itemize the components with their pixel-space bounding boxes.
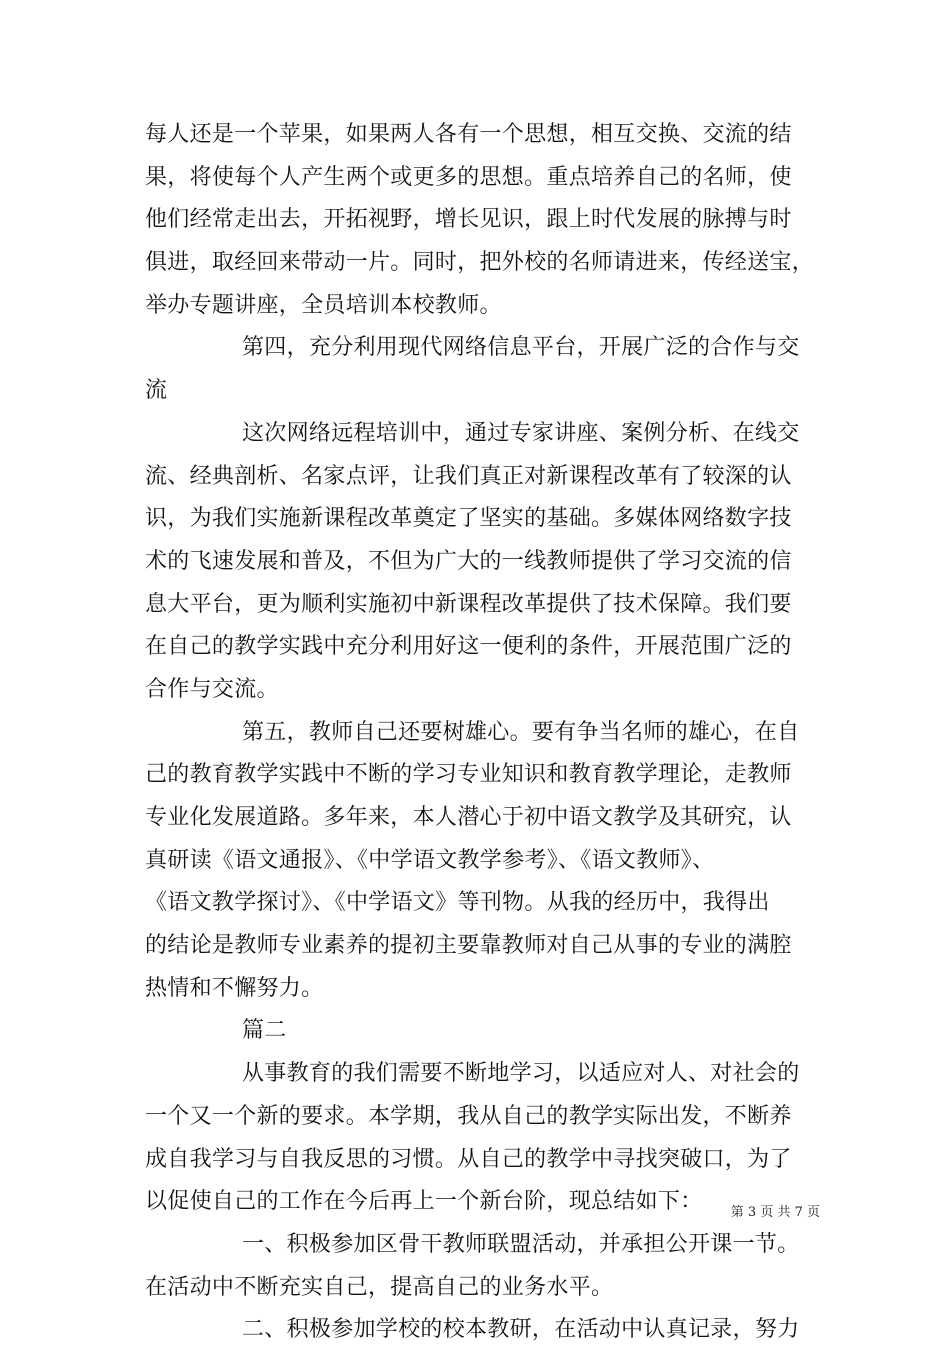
text-line: 俱进，取经回来带动一片。同时，把外校的名师请进来，传经送宝， xyxy=(145,250,815,276)
text-line: 流 xyxy=(145,378,168,404)
text-line: 一个又一个新的要求。本学期，我从自己的教学实际出发，不断养 xyxy=(145,1103,792,1129)
text-line: 流、经典剖析、名家点评，让我们真正对新课程改革有了较深的认 xyxy=(145,463,792,489)
text-line: 的结论是教师专业素养的提初主要靠教师对自己从事的专业的满腔 xyxy=(145,933,792,959)
text-line: 他们经常走出去，开拓视野，增长见识，跟上时代发展的脉搏与时 xyxy=(145,207,792,233)
text-line: 在活动中不断充实自己，提高自己的业务水平。 xyxy=(145,1274,614,1300)
text-line: 《语文教学探讨》、《中学语文》等刊物。从我的经历中，我得出 xyxy=(145,890,770,916)
text-line: 在自己的教学实践中充分利用好这一便利的条件，开展范围广泛的 xyxy=(145,634,792,660)
text-line: 举办专题讲座，全员培训本校教师。 xyxy=(145,292,502,318)
text-line: 热情和不懈努力。 xyxy=(145,975,324,1001)
text-line: 术的飞速发展和普及，不但为广大的一线教师提供了学习交流的信 xyxy=(145,548,792,574)
text-line: 果，将使每个人产生两个或更多的思想。重点培养自己的名师，使 xyxy=(145,164,792,190)
text-line: 合作与交流。 xyxy=(145,676,279,702)
text-line: 识，为我们实施新课程改革奠定了坚实的基础。多媒体网络数字技 xyxy=(145,506,792,532)
page-footer: 第 3 页 共 7 页 xyxy=(730,1205,820,1220)
text-line: 己的教育教学实践中不断的学习专业知识和教育教学理论，走教师 xyxy=(145,762,792,788)
text-line: 专业化发展道路。多年来，本人潜心于初中语文教学及其研究，认 xyxy=(145,805,792,830)
text-line: 息大平台，更为顺利实施初中新课程改革提供了技术保障。我们要 xyxy=(145,591,792,617)
part-heading: 篇二 xyxy=(242,1018,287,1044)
paragraph-start-line: 这次网络远程培训中，通过专家讲座、案例分析、在线交 xyxy=(242,420,800,446)
text-line: 以促使自己的工作在今后再上一个新台阶，现总结如下： xyxy=(145,1189,703,1215)
section-heading-line: 第五，教师自己还要树雄心。要有争当名师的雄心，在自 xyxy=(242,719,800,745)
text-line: 成自我学习与自我反思的习惯。从自己的教学中寻找突破口，为了 xyxy=(145,1146,792,1172)
paragraph-start-line: 从事教育的我们需要不断地学习，以适应对人、对社会的 xyxy=(242,1061,800,1087)
section-heading-line: 第四，充分利用现代网络信息平台，开展广泛的合作与交 xyxy=(242,335,800,361)
document-body xyxy=(145,114,820,1352)
text-line: 每人还是一个苹果，如果两人各有一个思想，相互交换、交流的结 xyxy=(145,122,792,147)
text-line: 真研读《语文通报》、《中学语文教学参考》、《语文教师》、 xyxy=(145,847,715,873)
list-item-line: 一、积极参加区骨干教师联盟活动，并承担公开课一节。 xyxy=(242,1231,800,1257)
list-item-line: 二、积极参加学校的校本教研，在活动中认真记录，努力 xyxy=(242,1317,800,1343)
